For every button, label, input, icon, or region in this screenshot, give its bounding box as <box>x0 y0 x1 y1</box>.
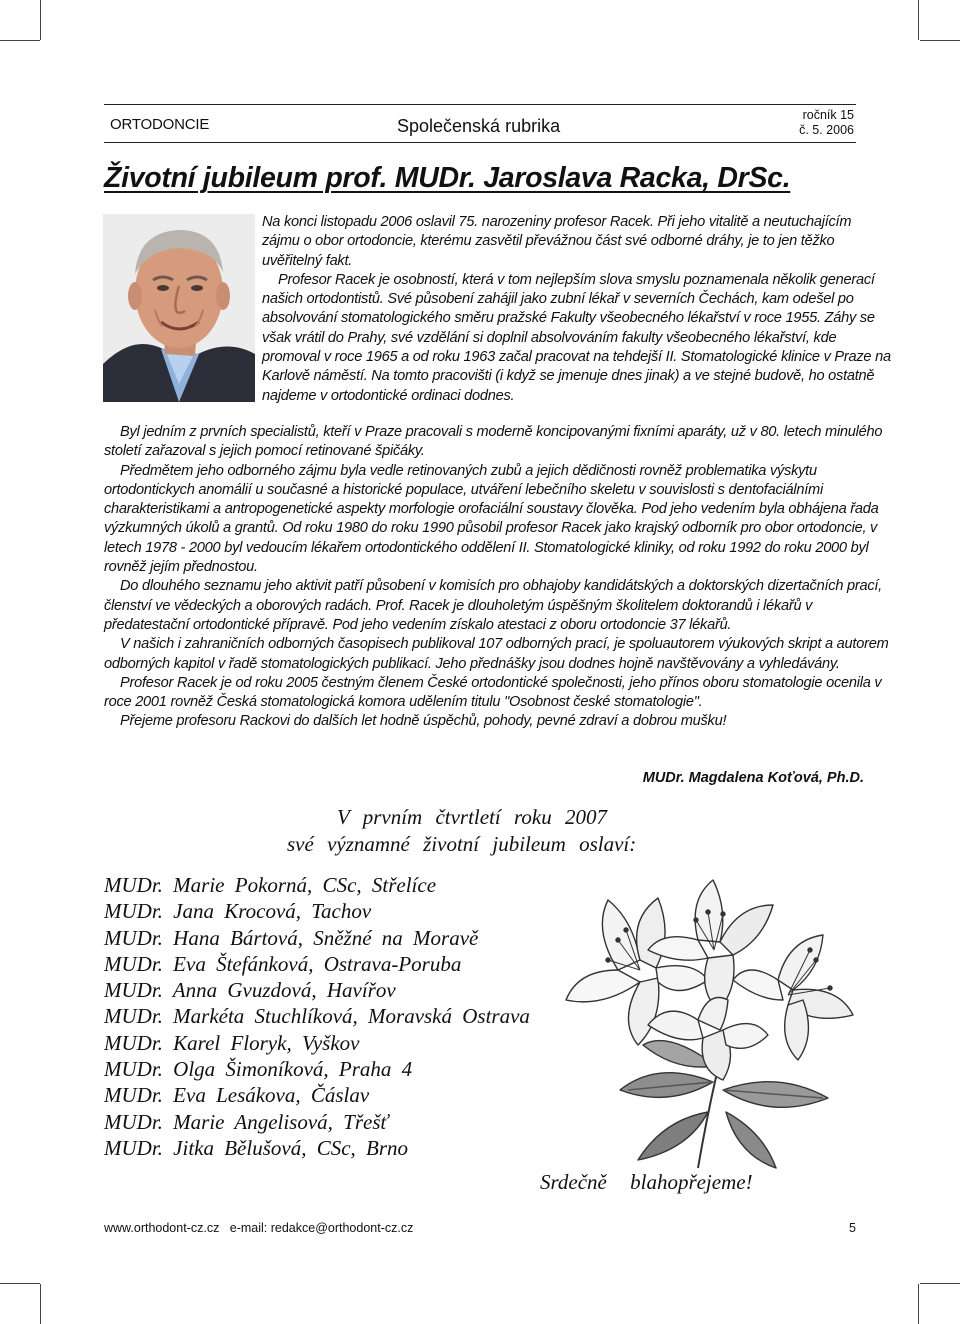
crop-mark <box>0 1283 40 1284</box>
article-intro <box>262 213 892 406</box>
header-section-label: ORTODONCIE <box>110 116 210 133</box>
article-paragraph: Profesor Racek je od roku 2005 čestným členem České ortodontické společnosti, jeho přínos oboru stomatologie ocenila v roce 2001 rovněž Česká stomatologická komora udělením titulu "Osobnost české stomatologie". <box>104 674 882 711</box>
celebrant-list <box>104 872 530 1161</box>
article-paragraph: Byl jedním z prvních specialistů, kteří v Praze pracovali s moderně koncipovanými fixními aparáty, už v 80. letech minulého století zařazoval s jejich pomocí retinované špičáky. <box>104 424 883 460</box>
list-item: MUDr. Marie Angelisová, Třešť <box>104 1109 389 1134</box>
article-paragraph: V našich i zahraničních odborných časopisech publikoval 107 odborných prací, je spoluautorem výukových skript a autorem odborných kapitol v řadě stomatologických publikací. Jeho přednášky jsou dodnes hojně navštěvovány a vyhledávány. <box>104 636 889 672</box>
crop-mark <box>920 1283 960 1284</box>
article-paragraph: Do dlouhého seznamu jeho aktivit patří působení v komisích pro obhajoby kandidátských a doktorských dizertačních prací, členství ve vědeckých a oborových radách. Prof. Racek je dlouholetým úspěšným školitelem doktorandů i lékařů v předatestační ortodontické přípravě. Pod jeho vedením získalo atestaci z oboru ortodoncie 37 lékařů. <box>104 578 882 633</box>
list-item: MUDr. Karel Floryk, Vyškov <box>104 1030 360 1055</box>
closing-greeting: Srdečně blahopřejeme! <box>540 1170 753 1194</box>
birthday-heading-line2: své významné životní jubileum oslaví: <box>287 832 637 856</box>
birthday-heading-line1: V prvním čtvrtletí roku 2007 <box>337 805 607 829</box>
header-bottom-rule <box>104 142 856 143</box>
header-issue: č. 5. 2006 <box>799 123 854 137</box>
portrait-illustration <box>103 214 255 402</box>
article-paragraph: Přejeme profesoru Rackovi do dalších let hodně úspěchů, pohody, pevné zdraví a dobrou mušku! <box>120 713 727 730</box>
header-top-rule <box>104 104 856 105</box>
footer-contact[interactable]: www.orthodont-cz.cz e-mail: redakce@orthodont-cz.cz <box>104 1221 414 1235</box>
article-paragraph: Předmětem jeho odborného zájmu byla vedle retinovaných zubů a jejich dědičnosti rovněž problematika výskytu ortodontickych anomálií u současné a historické populace, utváření lebečního skeletu v souvislosti s dentofaciálními charakteristikami a antropogenetické aspekty morfologie orofaciální soustavy člověka. Pod jeho vedením byla obhájena řada výzkumných úkolů a grantů. Od roku 1980 do roku 1990 působil profesor Racek jako krajský odborník pro obor ortodoncie, v letech 1978 - 2000 byl vedoucím lékařem ortodontického oddělení II. Stomatologické kliniky, od roku 1992 do roku 2000 byl rovněž jejím přednostou. <box>104 462 879 576</box>
header-volume: ročník 15 <box>802 108 854 122</box>
flower-illustration-icon <box>548 850 868 1170</box>
list-item: MUDr. Anna Gvuzdová, Havířov <box>104 978 396 1003</box>
crop-mark <box>0 40 40 41</box>
list-item: MUDr. Jitka Bělušová, CSc, Brno <box>104 1135 409 1160</box>
page-number: 5 <box>849 1221 856 1235</box>
header-issue-info <box>799 108 854 138</box>
crop-mark <box>918 0 919 40</box>
list-item: MUDr. Eva Štefánková, Ostrava-Poruba <box>104 951 462 976</box>
article-body <box>104 423 894 732</box>
list-item: MUDr. Olga Šimoníková, Praha 4 <box>104 1057 413 1082</box>
article-author-signature: MUDr. Magdalena Koťová, Ph.D. <box>642 770 864 786</box>
header-rubric-title: Společenská rubrika <box>397 116 561 136</box>
crop-mark <box>920 40 960 41</box>
list-item: MUDr. Markéta Stuchlíková, Moravská Ostrava <box>104 1004 530 1029</box>
article-paragraph: Na konci listopadu 2006 oslavil 75. narozeniny profesor Racek. Při jeho vitalitě a neutuchajícím zájmu o obor ortodoncie, kterému zasvětil převážnou část své odborné dráhy, je to jen těžko uvěřitelný fakt. <box>262 214 852 269</box>
list-item: MUDr. Hana Bártová, Sněžné na Moravě <box>104 925 479 950</box>
crop-mark <box>918 1284 919 1324</box>
crop-mark <box>40 1284 41 1324</box>
article-title: Životní jubileum prof. MUDr. Jaroslava Racka, DrSc. <box>104 162 791 194</box>
crop-mark <box>40 0 41 40</box>
list-item: MUDr. Eva Lesákova, Čáslav <box>104 1083 370 1108</box>
article-paragraph: Profesor Racek je osobností, která v tom nejlepším slova smyslu poznamenala několik generací našich ortodontistů. Své působení zahájil jako zubní lékař v severních Čechách, kam odešel po absolvování stomatologického směru pražské Fakulty všeobecného lékařství v roce 1955. Záhy se však vrátil do Prahy, své vzdělání si doplnil absolvováním fakulty všeobecného lékařství, kde promoval v roce 1965 a od roku 1963 začal pracovat na tehdejší II. Stomatologické klinice v Praze na Karlově náměstí. Na tomto pracovišti (i když se jmenuje dnes jinak) a ve stejné budově, ho ostatně najdeme v ortodontické ordinaci dodnes. <box>262 271 891 404</box>
list-item: MUDr. Marie Pokorná, CSc, Střelíce <box>104 873 437 897</box>
list-item: MUDr. Jana Krocová, Tachov <box>104 899 372 924</box>
portrait-photo <box>103 214 255 402</box>
